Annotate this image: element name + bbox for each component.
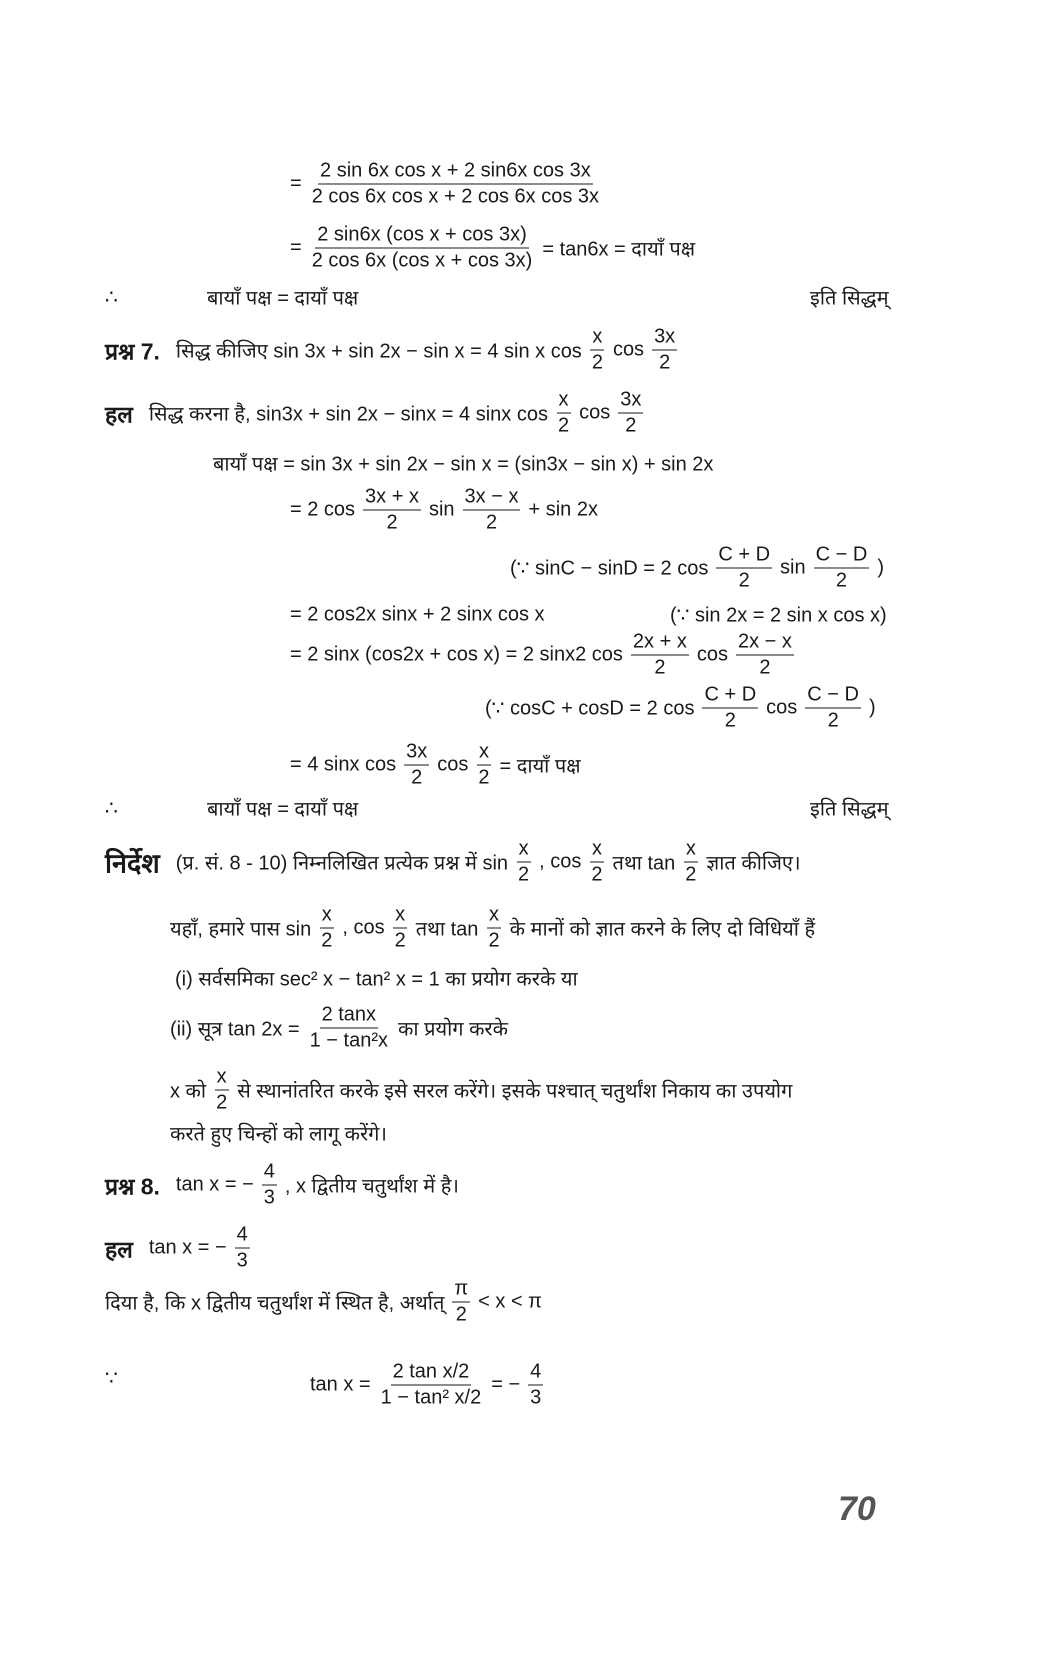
denominator: 2 [759,656,771,679]
denominator: 2 [321,929,333,952]
numerator: C + D [716,543,772,569]
text-segment: sin [780,556,806,579]
denominator: 2 [557,414,570,437]
text-segment: बायाँ पक्ष = दायाँ पक्ष [207,287,359,310]
numerator: 2x − x [736,630,794,656]
numerator: x [590,325,604,351]
denominator: 2 [394,929,406,952]
text-segment: ∵ [105,1367,118,1390]
text-line [290,604,545,627]
text-segment: दिया है, कि x द्वितीय चतुर्थांश में स्थित है, अर्थात् [105,1292,445,1315]
text-segment: = [290,172,302,195]
text-segment: = 2 cos2x sinx + 2 sinx cos x [290,603,545,626]
fraction [805,683,861,734]
denominator: 2 [827,709,839,732]
text-segment: ∴ [105,286,118,309]
numerator: 2x + x [631,630,689,656]
fraction [652,325,677,376]
text-segment: < x < π [478,1290,542,1313]
fraction [556,388,571,439]
denominator: 2 [591,863,603,886]
text-segment: (∵ cosC + cosD = 2 cos [485,697,695,720]
text-line [290,740,581,791]
fraction [404,740,429,791]
fraction [310,159,601,210]
numerator: 3x [618,388,643,414]
denominator: 2 [386,511,398,534]
numerator: π [452,1277,470,1303]
text-segment: करते हुए चिन्हों को लागू करेंगे। [170,1123,387,1146]
denominator: 2 cos 6x cos x + 2 cos 6x cos 3x [311,185,600,208]
text-line [810,284,889,311]
text-line [485,683,876,734]
fraction [736,630,794,681]
fraction [319,903,334,954]
text-line [290,159,603,210]
fraction [590,325,605,376]
text-line [170,903,815,954]
text-segment: बायाँ पक्ष = दायाँ पक्ष [207,798,359,821]
text-segment: यहाँ, हमारे पास sin [170,918,312,941]
denominator: 1 − tan²x [309,1029,388,1052]
numerator: 4 [235,1223,250,1249]
numerator: 2 tan x/2 [391,1360,472,1386]
text-segment: cos [579,401,611,424]
fraction [618,388,643,439]
fraction [262,1160,277,1211]
numerator: x [590,837,604,863]
text-line [105,796,118,821]
section-heading: प्रश्न 8. [105,1173,160,1199]
numerator: x [557,388,571,414]
denominator: 3 [263,1186,275,1209]
text-segment: = tan6x = दायाँ पक्ष [542,238,696,261]
fraction [310,223,535,274]
fraction [214,1065,229,1116]
denominator: 2 [625,414,637,437]
fraction [814,543,870,594]
text-segment: sin [428,498,455,521]
denominator: 2 [724,709,736,732]
text-line [310,1360,545,1411]
section-heading: प्रश्न 7. [105,338,160,364]
text-line [213,450,713,477]
text-segment: इति सिद्धम् [810,798,889,821]
numerator: x [517,837,531,863]
text-segment: (∵ sin 2x = 2 sin x cos x) [670,604,887,627]
section-heading: निर्देश [105,848,160,879]
text-segment: = 2 sinx (cos2x + cos x) = 2 sinx2 cos [290,643,623,666]
text-line [290,630,796,681]
numerator: 2 sin 6x cos x + 2 sin6x cos 3x [318,159,593,185]
denominator: 2 [488,929,500,952]
text-segment: ∴ [105,797,118,820]
denominator: 2 [738,569,750,592]
text-line [290,485,598,536]
text-line [105,1160,459,1211]
text-line [105,1277,542,1328]
fraction [476,740,491,791]
denominator: 3 [236,1249,248,1272]
numerator: x [393,903,407,929]
text-segment: tan x = [310,1373,371,1396]
text-segment: (i) सर्वसमिका sec² x − tan² x = 1 का प्रयोग करके या [175,968,578,991]
numerator: C − D [814,543,870,569]
denominator: 2 cos 6x (cos x + cos 3x) [311,249,533,272]
text-segment: तथा tan [612,852,676,875]
fraction [589,837,604,888]
fraction [716,543,772,594]
text-segment: का प्रयोग करके [398,1018,508,1041]
text-line [105,285,118,310]
denominator: 2 [685,863,697,886]
text-segment: (प्र. सं. 8 - 10) निम्नलिखित प्रत्येक प्रश्न में sin [175,852,509,875]
text-line [105,1366,118,1391]
fraction [463,485,521,536]
fraction [486,903,501,954]
numerator: 3x [652,325,677,351]
text-segment: = दायाँ पक्ष [499,755,581,778]
fraction [363,485,421,536]
numerator: C − D [805,683,861,709]
text-segment: (∵ sinC − sinD = 2 cos [510,557,709,580]
text-segment: + sin 2x [528,498,598,521]
denominator: 2 [216,1091,228,1114]
text-line [810,795,889,822]
text-line [670,603,887,628]
text-segment: = 4 sinx cos [290,753,397,776]
text-segment: cos [437,753,469,776]
fraction [528,1360,543,1411]
denominator: 2 [411,766,423,789]
denominator: 1 − tan² x/2 [380,1386,482,1409]
text-line [175,965,578,992]
text-line [105,837,801,888]
text-segment: cos [766,696,798,719]
section-heading: हल [105,1236,133,1262]
fraction [393,903,408,954]
text-segment: तथा tan [415,918,479,941]
numerator: C + D [702,683,758,709]
numerator: 4 [262,1160,277,1186]
numerator: 4 [528,1360,543,1386]
text-segment: (ii) सूत्र tan 2x = [170,1018,300,1041]
fraction [702,683,758,734]
fraction [308,1003,390,1054]
text-segment: = [290,236,302,259]
text-segment: सिद्ध करना है, sin3x + sin 2x − sinx = 4 sinx cos [148,403,548,426]
text-line [105,388,645,439]
text-segment: बायाँ पक्ष = sin 3x + sin 2x − sin x = (sin3x − sin x) + sin 2x [213,453,714,476]
text-segment: सिद्ध कीजिए sin 3x + sin 2x − sin x = 4 sin x cos [175,340,582,363]
denominator: 3 [530,1386,542,1409]
text-line [170,1065,792,1116]
text-line [170,1003,508,1054]
numerator: 2 tanx [320,1003,378,1029]
text-segment: cos [612,338,645,361]
fraction [235,1223,250,1274]
denominator: 2 [518,863,530,886]
numerator: x [320,903,334,929]
page-number: 70 [838,1490,876,1528]
numerator: x [477,740,491,766]
text-line [207,284,358,311]
denominator: 2 [485,511,498,534]
numerator: x [215,1065,229,1091]
text-line [170,1120,387,1147]
text-segment: cos [696,643,728,666]
text-segment: tan x = − [175,1173,254,1196]
section-heading: हल [105,401,133,427]
fraction [683,837,698,888]
fraction [631,630,689,681]
text-segment: ) [868,696,876,719]
text-segment: ) [877,556,884,579]
text-line [105,1223,252,1274]
numerator: x [487,903,501,929]
text-line [207,795,358,822]
text-segment: = − [491,1373,521,1396]
fraction [516,837,531,888]
numerator: 2 sin6x (cos x + cos 3x) [315,223,529,249]
text-segment: से स्थानांतरित करके इसे सरल करेंगे। इसके पश्चात् चतुर्थांश निकाय का उपयोग [237,1080,793,1103]
text-segment: = 2 cos [290,498,356,521]
text-segment: के मानों को ज्ञात करने के लिए दो विधियाँ हैं [509,918,816,941]
text-line [105,325,679,376]
text-segment: , cos [342,916,385,939]
denominator: 2 [659,351,671,374]
numerator: 3x [404,740,429,766]
text-segment: , cos [539,850,582,873]
denominator: 2 [591,351,603,374]
text-line [290,223,695,274]
text-segment: इति सिद्धम् [810,287,889,310]
numerator: x [684,837,698,863]
denominator: 2 [654,656,666,679]
text-line [510,543,884,594]
numerator: 3x + x [363,485,421,511]
text-segment: ज्ञात कीजिए। [706,852,801,875]
numerator: 3x − x [463,485,521,511]
denominator: 2 [835,569,848,592]
denominator: 2 [478,766,490,789]
text-segment: , x द्वितीय चतुर्थांश में है। [284,1175,459,1198]
fraction [379,1360,484,1411]
text-segment: x को [170,1080,207,1103]
fraction [452,1277,470,1328]
text-segment: tan x = − [148,1236,227,1259]
denominator: 2 [455,1303,467,1326]
